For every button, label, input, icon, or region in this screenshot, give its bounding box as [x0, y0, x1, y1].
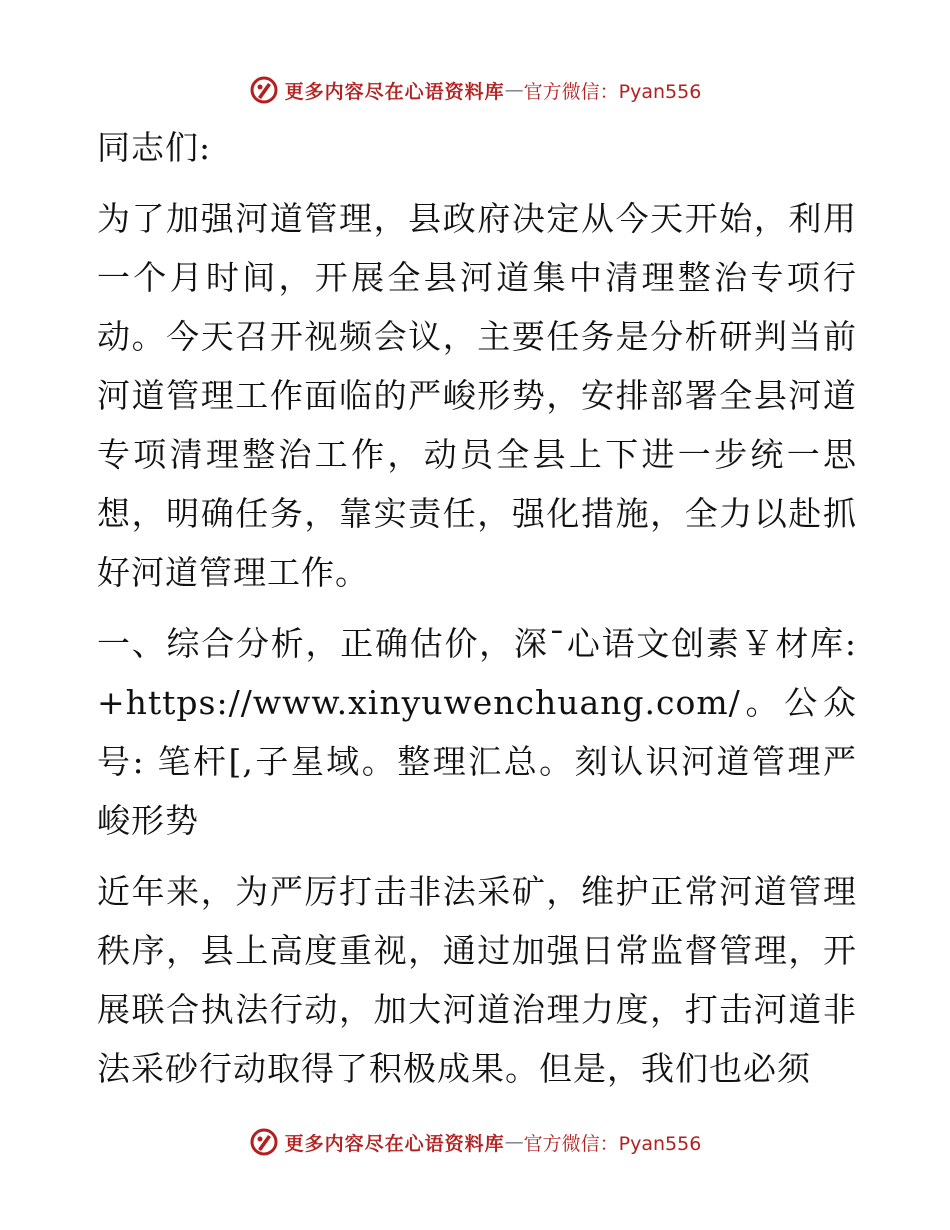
banner-title: 更多内容尽在心语资料库 [284, 1132, 505, 1155]
footer-banner [0, 1122, 950, 1162]
paragraph-intro: 为了加强河道管理，县政府决定从今天开始，利用一个月时间，开展全县河道集中清理整治专项行动。今天召开视频会议，主要任务是分析研判当前河道管理工作面临的严峻形势，安排部署全县河道专项清理整治工作，动员全县上下进一步统一思想，明确任务，靠实责任，强化措施，全力以赴抓好河道管理工作。 [97, 199, 857, 592]
banner-wechat: 官方微信：Pyan556 [523, 80, 702, 103]
section-heading-1: 一、综合分析，正确估价，深¯心语文创素￥材库: +https://www.xinyuwenchuang.com/。公众号: 笔杆[,子星域。整理汇总。刻认识河道管理严峻形势 [97, 624, 857, 840]
header-banner [0, 70, 950, 110]
salutation: 同志们: [97, 128, 212, 167]
document-body [97, 118, 857, 1110]
banner-separator: — [504, 79, 524, 101]
banner-wechat: 官方微信：Pyan556 [523, 1132, 702, 1155]
banner-title: 更多内容尽在心语资料库 [284, 80, 505, 103]
pen-logo-icon [249, 75, 279, 105]
paragraph-recent-years: 近年来，为严厉打击非法采矿，维护正常河道管理秩序，县上高度重视，通过加强日常监督管理，开展联合执法行动，加大河道治理力度，打击河道非法采砂行动取得了积极成果。但是，我们也必须 [97, 872, 857, 1088]
pen-logo-icon [249, 1127, 279, 1157]
banner-separator: — [504, 1131, 524, 1153]
